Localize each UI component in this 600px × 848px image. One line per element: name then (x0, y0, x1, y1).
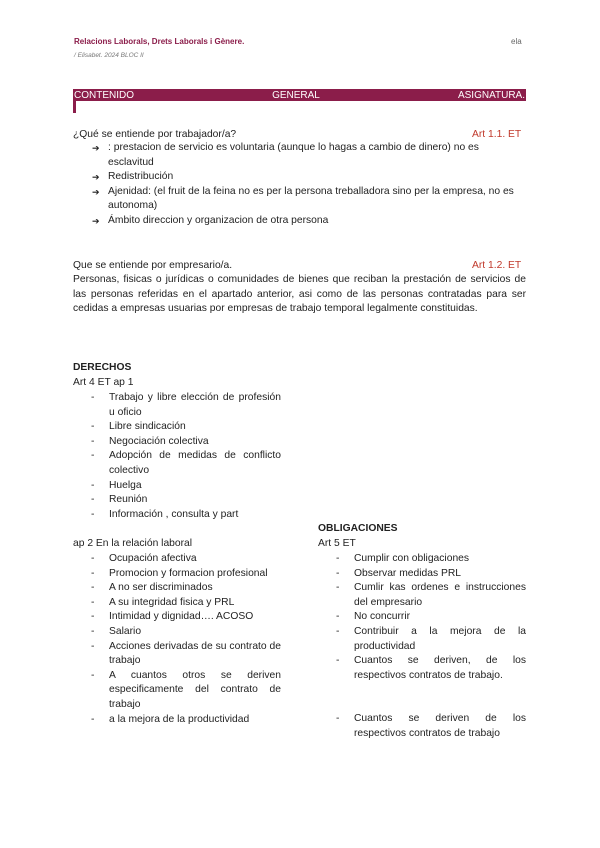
list-item: - A cuantos otros se deriven especificamente del contrato de trabajo (91, 669, 281, 713)
list-item: - Cumlir kas ordenes e instrucciones del empresario (336, 581, 526, 610)
list-item: - Reunión (91, 493, 281, 508)
list-item: - Salario (91, 625, 281, 640)
trabajador-ref: Art 1.1. ET (472, 129, 522, 140)
list-item: - Intimidad y dignidad…. ACOSO (91, 610, 281, 625)
derechos-list-2 (91, 552, 281, 727)
empresario-question: Que se entiende por empresario/a. (73, 260, 233, 271)
list-item: ➔ Ajenidad: (el fruit de la feina no es per la persona treballadora sino per la empresa, no es autonoma) (92, 185, 526, 214)
obligaciones-list (336, 552, 526, 742)
empresario-paragraph: Personas, fisicas o jurídicas o comunidades de bienes que reciban la prestación de servicios de las personas referidas en el apartado anterior, asi como de las personas contratadas para ser cedidas a empresas usuarias por empresas de trabajo temporal legalmente constituidas. (73, 274, 526, 315)
banner-word-1: CONTENIDO (74, 89, 134, 101)
list-item: - Huelga (91, 479, 281, 494)
list-item: - Promocion y formacion profesional (91, 567, 281, 582)
list-item: - Acciones derivadas de su contrato de trabajo (91, 640, 281, 669)
list-item: - Adopción de medidas de conflicto colectivo (91, 449, 281, 478)
derechos-subheading-2: ap 2 En la relación laboral (73, 538, 193, 549)
list-item: - Cumplir con obligaciones (336, 552, 526, 567)
derechos-heading: DERECHOS (73, 362, 132, 373)
derechos-subheading-1: Art 4 ET ap 1 (73, 377, 134, 388)
list-item: - Cuantos se deriven, de los respectivos contratos de trabajo. (336, 654, 526, 683)
list-item: ➔ Redistribución (92, 170, 526, 185)
list-item: - a la mejora de la productividad (91, 713, 281, 728)
document-title: Relacions Laborals, Drets Laborals i Gènere. (74, 37, 245, 46)
banner-marker (73, 101, 76, 113)
banner-word-2: GENERAL (272, 89, 320, 101)
banner-word-3: ASIGNATURA. (457, 89, 525, 101)
list-item: - A su integridad fisica y PRL (91, 596, 281, 611)
derechos-list-1 (91, 391, 281, 522)
list-item: - Contribuir a la mejora de la productividad (336, 625, 526, 654)
list-item: - Trabajo y libre elección de profesión u oficio (91, 391, 281, 420)
list-item: ➔ : prestacion de servicio es voluntaria (aunque lo hagas a cambio de dinero) no es esclavitud (92, 141, 526, 170)
author-initials: ela (511, 37, 522, 46)
trabajador-list (92, 141, 526, 229)
list-item: - No concurrir (336, 610, 526, 625)
list-item: - Observar medidas PRL (336, 567, 526, 582)
obligaciones-subheading: Art 5 ET (318, 538, 356, 549)
obligaciones-heading: OBLIGACIONES (318, 523, 398, 534)
document-subtitle: / Elisabet. 2024 BLOC II (74, 52, 144, 59)
list-item: - Libre sindicación (91, 420, 281, 435)
list-item: - A no ser discriminados (91, 581, 281, 596)
list-item: - Información , consulta y part (91, 508, 281, 523)
empresario-ref: Art 1.2. ET (472, 260, 522, 271)
section-banner (73, 89, 526, 101)
trabajador-question: ¿Qué se entiende por trabajador/a? (73, 129, 237, 140)
list-item: - Ocupación afectiva (91, 552, 281, 567)
list-item: - Negociación colectiva (91, 435, 281, 450)
list-item: ➔ Ámbito direccion y organizacion de otra persona (92, 214, 526, 229)
list-item: - Cuantos se deriven de los respectivos contratos de trabajo (336, 712, 526, 741)
